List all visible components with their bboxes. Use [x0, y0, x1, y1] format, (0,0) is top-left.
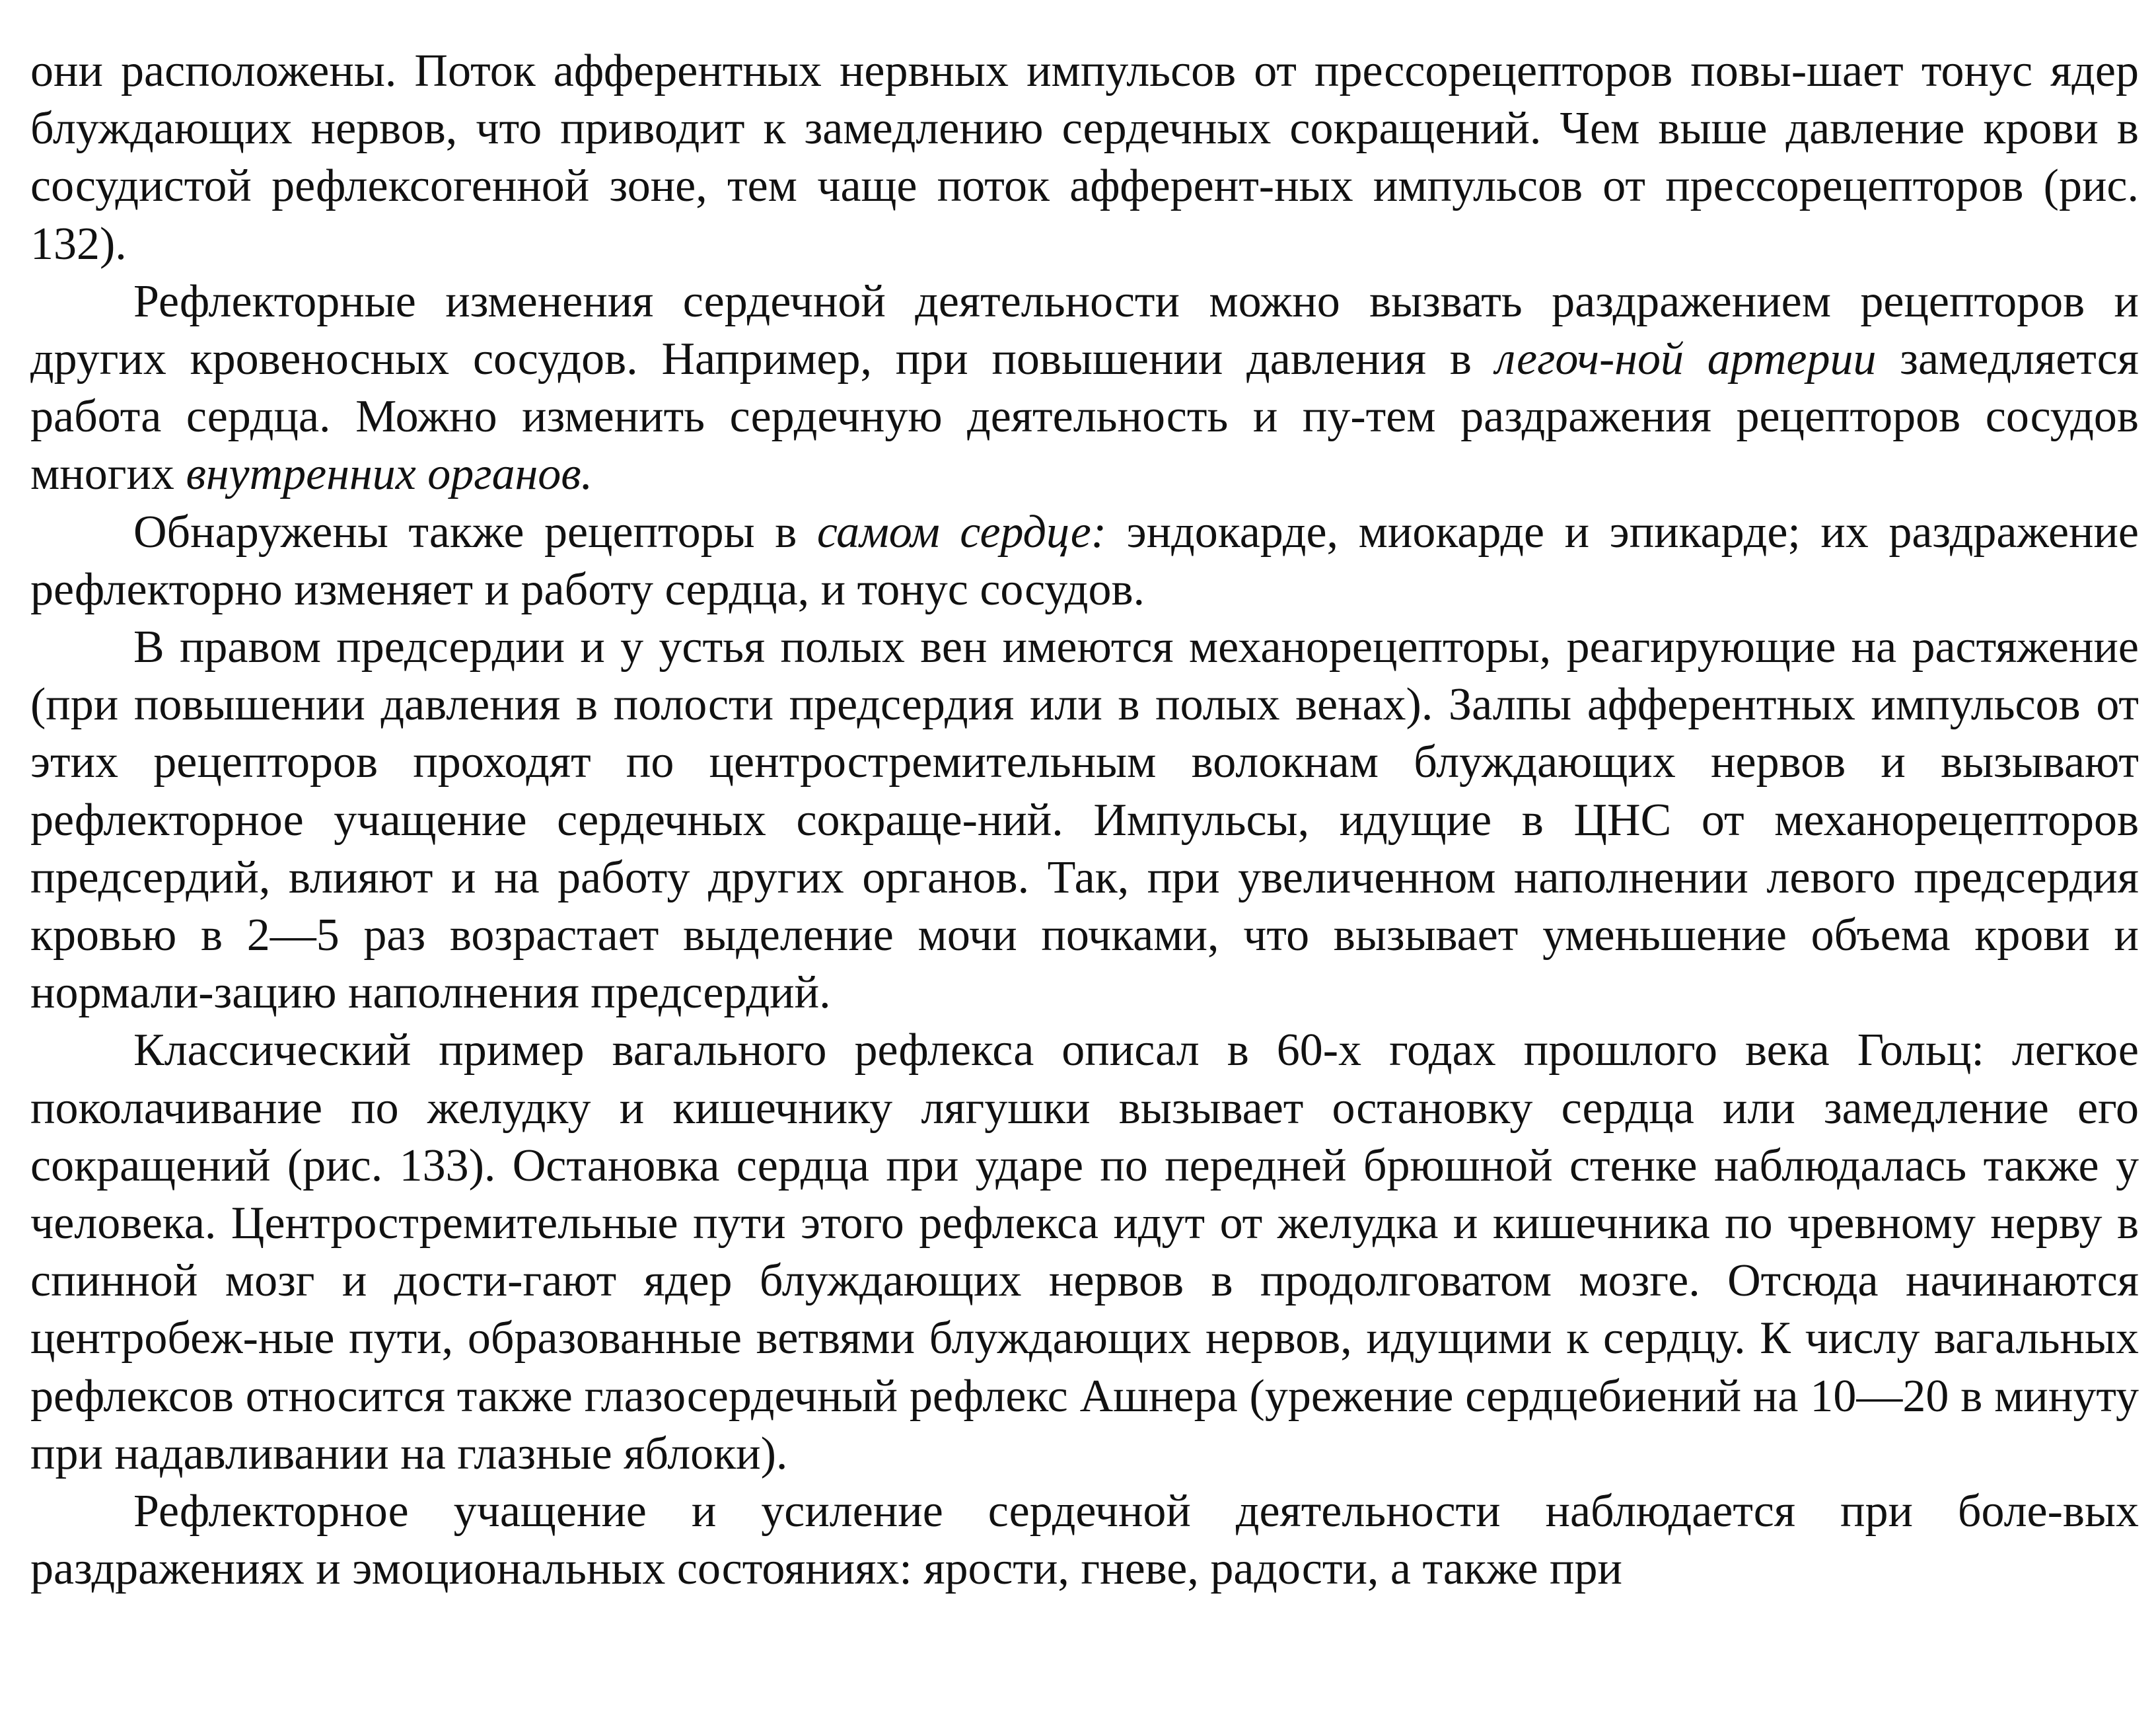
paragraph-3-text-b: эндокарде, миокарде и эпикарде; их раздражение рефлекторно изменяет и работу сердца, и тонус сосудов. [30, 506, 2139, 615]
paragraph-4-text: В правом предсердии и у устья полых вен имеются механорецепторы, реагирующие на растяжение (при повышении давления в полости предсердия или в полых венах). Залпы афферентных импульсов от этих рецепторов проходят по центростремительным волокнам блуждающих нервов и вызывают рефлекторное учащение сердечных сокраще-ний. Импульсы, идущие в ЦНС от механорецепторов предсердий, влияют и на работу других органов. Так, при увеличенном наполнении левого предсердия кровью в 2—5 раз возрастает выделение мочи почками, что вызывает уменьшение объема крови и нормали-зацию наполнения предсердий. [30, 622, 2139, 1019]
paragraph-3-text-a: Обнаружены также рецепторы в [133, 506, 817, 558]
paragraph-3 [30, 503, 2139, 618]
paragraph-2-text-a: Рефлекторные изменения сердечной деятельности можно вызвать раздражением рецепторов и других кровеносных сосудов. Например, при повышении давления в [30, 276, 2139, 385]
paragraph-5 [30, 1021, 2139, 1483]
document-page [30, 42, 2139, 1598]
paragraph-6 [30, 1483, 2139, 1598]
paragraph-5-text: Классический пример вагального рефлекса описал в 60-х годах прошлого века Гольц: легкое поколачивание по желудку и кишечнику лягушки вызывает остановку сердца или замедление его сокращений (рис. 133). Остановка сердца при ударе по передней брюшной стенке наблюдалась также у человека. Центростремительные пути этого рефлекса идут от желудка и кишечника по чревному нерву в спинной мозг и дости-гают ядер блуждающих нервов в продолговатом мозге. Отсюда начинаются центробеж-ные пути, образованные ветвями блуждающих нервов, идущими к сердцу. К числу вагальных рефлексов относится также глазосердечный рефлекс Ашнера (урежение сердцебиений на 10—20 в минуту при надавливании на глазные яблоки). [30, 1025, 2139, 1479]
paragraph-3-italic-heart-itself: самом сердце: [816, 506, 1107, 558]
paragraph-6-text: Рефлекторное учащение и усиление сердечной деятельности наблюдается при боле-вых раздражениях и эмоциональных состояниях: ярости, гневе, радости, а также при [30, 1486, 2139, 1595]
paragraph-2-text-b: замедляется работа сердца. Можно изменить сердечную деятельность и пу-тем раздражения рецепторов сосудов многих [30, 334, 2139, 500]
paragraph-2 [30, 273, 2139, 503]
paragraph-1 [30, 42, 2139, 273]
paragraph-2-italic-pulmonary-artery: легоч-ной артерии [1495, 334, 1877, 385]
paragraph-2-italic-internal-organs: внутренних органов. [186, 449, 593, 500]
paragraph-4 [30, 618, 2139, 1021]
paragraph-1-text: они расположены. Поток афферентных нервных импульсов от прессорецепторов повы-шает тонус ядер блуждающих нервов, что приводит к замедлению сердечных сокращений. Чем выше давление крови в сосудистой рефлексогенной зоне, тем чаще поток афферент-ных импульсов от прессорецепторов (рис. 132). [30, 46, 2139, 270]
